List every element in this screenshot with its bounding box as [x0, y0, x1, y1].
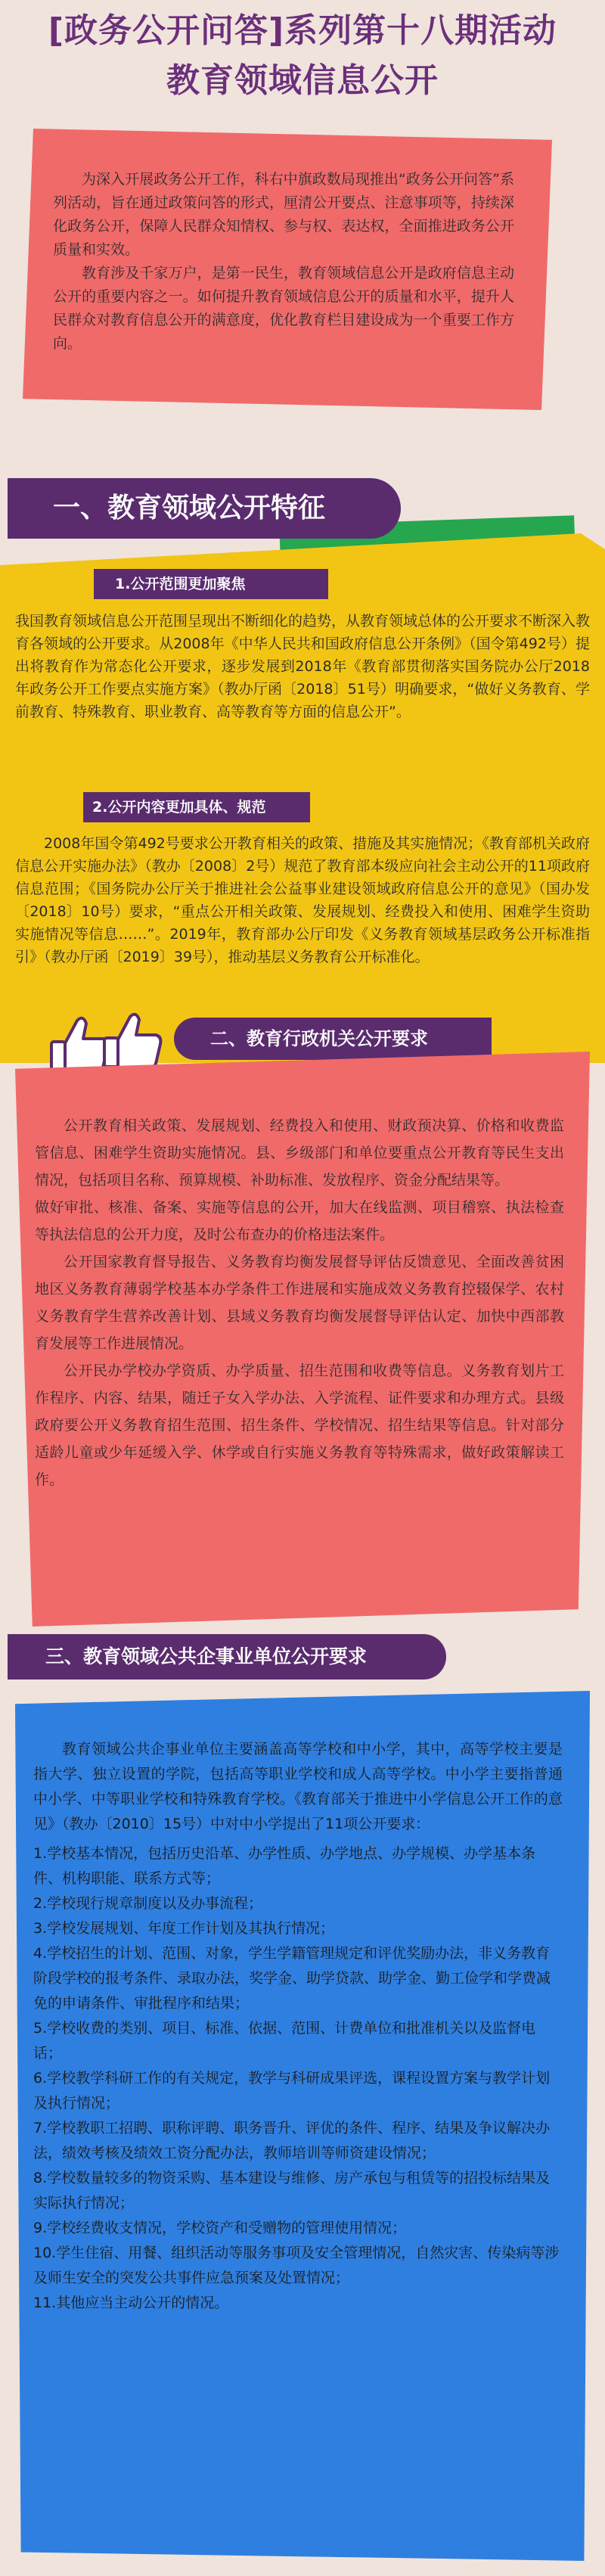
intro-card — [53, 168, 514, 356]
page-title-line2: 教育领域信息公开 — [166, 61, 439, 100]
thumbs-up-icon-right — [98, 1006, 166, 1074]
section1-sub1-label: 1.公开范围更加聚焦 — [115, 576, 246, 592]
intro-paragraph-1: 为深入开展政务公开工作，科右中旗政数局现推出“政务公开问答”系列活动，旨在通过政策问答的形式，厘清公开要点、注意事项等，持续深化政务公开，保障人民群众知情权、参与权、表达权，全面推进政务公开质量和实效。 — [53, 171, 514, 258]
section2-paragraph-1: 公开教育相关政策、发展规划、经费投入和使用、财政预决算、价格和收费监管信息、困难学生资助实施情况。县、乡级部门和单位要重点公开教育等民生支出情况，包括项目名称、预算规模、补助标准、发放程序、资金分配结果等。 — [35, 1117, 564, 1189]
section3-item: 2.学校现行规章制度以及办事流程； — [33, 1895, 263, 1912]
section3-item: 4.学校招生的计划、范围、对象，学生学籍管理规定和评优奖励办法，非义务教育阶段学校的报考条件、录取办法，奖学金、助学贷款、助学金、勤工俭学和学费减免的申请条件、审批程序和结果； — [33, 1945, 551, 2012]
section3-item: 7.学校教职工招聘、职称评聘、职务晋升、评优的条件、程序、结果及争议解决办法，绩效考核及绩效工资分配办法，教师培训等师资建设情况； — [33, 2120, 551, 2161]
section1-sub1-card — [15, 610, 590, 723]
section2-paragraph-2: 做好审批、核准、备案、实施等信息的公开，加大在线监测、项目稽察、执法检查等执法信息的公开力度，及时公布查办的价格违法案件。 — [35, 1199, 564, 1243]
section3-card — [33, 1737, 563, 2316]
section3-item: 3.学校发展规划、年度工作计划及其执行情况； — [33, 1920, 335, 1937]
section3-item: 6.学校教学科研工作的有关规定，教学与科研成果评选，课程设置方案与教学计划及执行情况； — [33, 2070, 551, 2111]
section3-item: 9.学校经费收支情况，学校资产和受赠物的管理使用情况； — [33, 2220, 407, 2236]
section1-sub2-card — [15, 832, 590, 968]
page-title-line1: [政务公开问答]系列第十八期活动 — [48, 11, 557, 50]
section3-heading: 三、教育领域公共企事业单位公开要求 — [45, 1645, 368, 1667]
section1-heading: 一、教育领域公开特征 — [53, 493, 326, 524]
section3-item: 5.学校收费的类别、项目、标准、依据、范围、计费单位和批准机关以及监督电话； — [33, 2020, 536, 2062]
section2-paragraph-4: 公开民办学校办学资质、办学质量、招生范围和收费等信息。义务教育划片工作程序、内容、结果，随迁子女入学办法、入学流程、证件要求和办理方式。县级政府要公开义务教育招生范围、招生条件、学校情况、招生结果等信息。针对部分适龄儿童或少年延缓入学、休学或自行实施义务教育等特殊需求，做好政策解读工作。 — [35, 1363, 564, 1488]
section3-item: 1.学校基本情况，包括历史沿革、办学性质、办学地点、办学规模、办学基本条件、机构职能、联系方式等； — [33, 1845, 536, 1887]
section1-sub2-label: 2.公开内容更加具体、规范 — [92, 799, 266, 816]
section1-sub1-text: 我国教育领域信息公开范围呈现出不断细化的趋势，从教育领域总体的公开要求不断深入教育各领域的公开要求。从2008年《中华人民共和国政府信息公开条例》（国令第492号）提出将教育作为常态化公开要求，逐步发展到2018年《教育部贯彻落实国务院办公厅2018年政务公开工作要点实施方案》（教办厅函〔2018〕51号）明确要求，“做好义务教育、学前教育、特殊教育、职业教育、高等教育等方面的信息公开”。 — [15, 613, 591, 720]
intro-paragraph-2: 教育涉及千家万户，是第一民生，教育领域信息公开是政府信息主动公开的重要内容之一。如何提升教育领域信息公开的质量和水平，提升人民群众对教育信息公开的满意度，优化教育栏目建设成为一个重要工作方向。 — [53, 265, 514, 352]
section3-item: 8.学校数量较多的物资采购、基本建设与维修、房产承包与租赁等的招投标结果及实际执行情况； — [33, 2170, 551, 2211]
section2-card — [35, 1112, 564, 1493]
section3-item: 10.学生住宿、用餐、组织活动等服务事项及安全管理情况，自然灾害、传染病等涉及师生安全的突发公共事件应急预案及处置情况； — [33, 2245, 560, 2286]
section2-heading: 二、教育行政机关公开要求 — [210, 1028, 428, 1049]
section1-sub2-text: 2008年国令第492号要求公开教育相关的政策、措施及其实施情况；《教育部机关政府信息公开实施办法》（教办〔2008〕2号）规范了教育部本级应向社会主动公开的11项政府信息范围；《国务院办公厅关于推进社会公益事业建设领域政府信息公开的意见》（国办发〔2018〕10号）要求，“重点公开相关政策、发展规划、经费投入和使用、困难学生资助实施情况等信息……”。2019年，教育部办公厅印发《义务教育领域基层政务公开标准指引》（教办厅函〔2019〕39号），推动基层义务教育公开标准化。 — [15, 835, 590, 965]
section3-intro: 教育领域公共企事业单位主要涵盖高等学校和中小学，其中，高等学校主要是指大学、独立设置的学院，包括高等职业学校和成人高等学校。中小学主要指普通中小学、中等职业学校和特殊教育学校。《教育部关于推进中小学信息公开工作的意见》（教办〔2010〕15号）中对中小学提出了11项公开要求： — [33, 1741, 563, 1832]
section2-paragraph-3: 公开国家教育督导报告、义务教育均衡发展督导评估反馈意见、全面改善贫困地区义务教育薄弱学校基本办学条件工作进展和实施成效义务教育控辍保学、农村义务教育学生营养改善计划、县域义务教育均衡发展督导评估认定、加快中西部教育发展等工作进展情况。 — [35, 1254, 564, 1352]
section3-item: 11.其他应当主动公开的情况。 — [33, 2295, 229, 2311]
